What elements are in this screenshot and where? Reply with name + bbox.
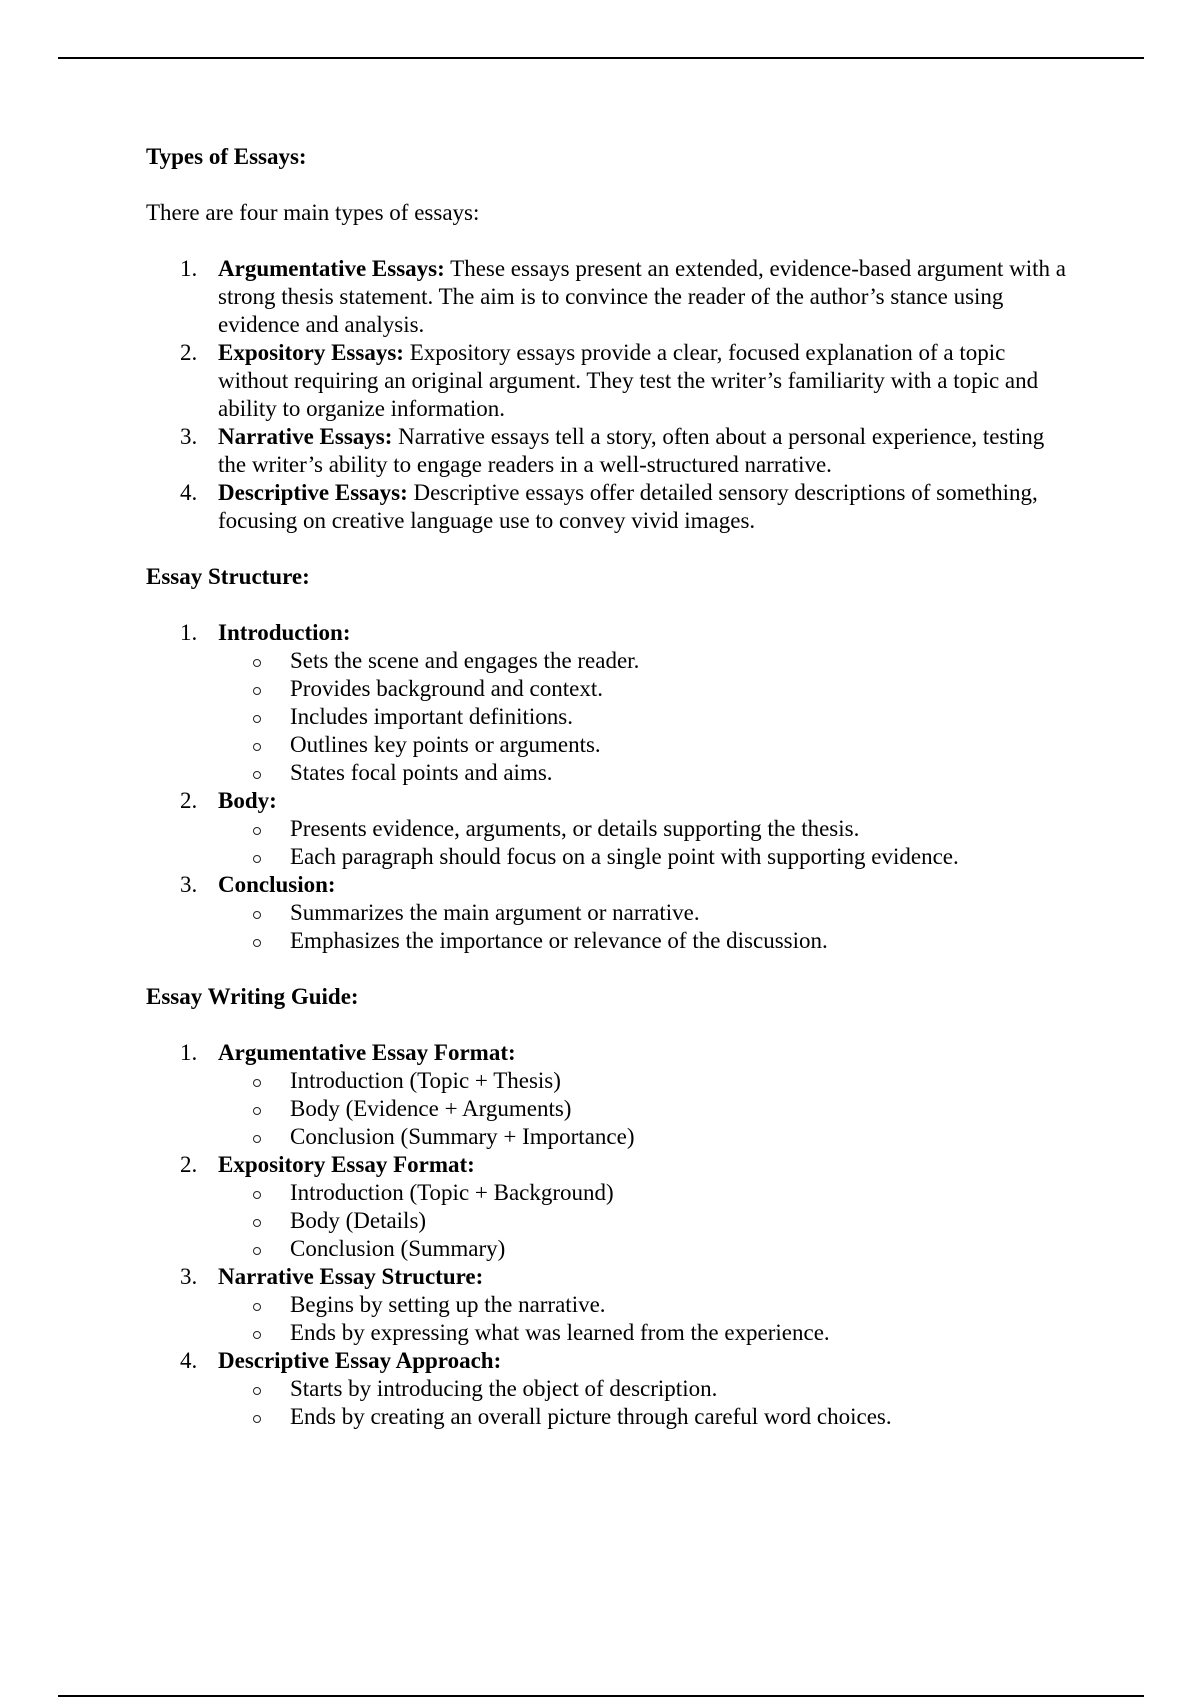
item-term: Argumentative Essay Format: bbox=[218, 1040, 516, 1065]
sub-list-item bbox=[218, 647, 1076, 675]
list-item bbox=[146, 1151, 1076, 1263]
circle-bullet-icon bbox=[253, 1387, 261, 1395]
sub-list-item bbox=[218, 815, 1076, 843]
item-term: Descriptive Essay Approach: bbox=[218, 1348, 502, 1373]
sub-item-text: Ends by creating an overall picture through careful word choices. bbox=[290, 1404, 892, 1429]
sub-item-text: Sets the scene and engages the reader. bbox=[290, 648, 640, 673]
circle-bullet-icon bbox=[253, 743, 261, 751]
circle-bullet-icon bbox=[253, 911, 261, 919]
sub-item-text: Ends by expressing what was learned from the experience. bbox=[290, 1320, 830, 1345]
sub-item-text: Starts by introducing the object of description. bbox=[290, 1376, 718, 1401]
item-text: Descriptive essays offer detailed sensory descriptions of something, focusing on creative language use to convey vivid images. bbox=[218, 480, 1038, 533]
sub-list-item bbox=[218, 759, 1076, 787]
structure-heading: Essay Structure: bbox=[146, 564, 310, 589]
list-item bbox=[146, 1263, 1076, 1347]
list-item bbox=[146, 339, 1076, 423]
item-number: 2. bbox=[180, 340, 198, 365]
sub-list bbox=[218, 647, 1076, 787]
sub-list bbox=[218, 1375, 1076, 1431]
sub-item-text: Each paragraph should focus on a single point with supporting evidence. bbox=[290, 844, 959, 869]
document-body bbox=[146, 143, 1076, 1459]
sub-list-item bbox=[218, 731, 1076, 759]
circle-bullet-icon bbox=[253, 715, 261, 723]
sub-list-item bbox=[218, 1123, 1076, 1151]
sub-item-text: Includes important definitions. bbox=[290, 704, 573, 729]
sub-list-item bbox=[218, 1067, 1076, 1095]
sub-item-text: Outlines key points or arguments. bbox=[290, 732, 601, 757]
circle-bullet-icon bbox=[253, 1331, 261, 1339]
sub-list bbox=[218, 899, 1076, 955]
circle-bullet-icon bbox=[253, 659, 261, 667]
list-item bbox=[146, 871, 1076, 955]
bottom-rule bbox=[58, 1695, 1144, 1697]
list-item bbox=[146, 1039, 1076, 1151]
sub-list bbox=[218, 1291, 1076, 1347]
sub-list-item bbox=[218, 1179, 1076, 1207]
item-term: Narrative Essays: bbox=[218, 424, 393, 449]
item-term: Introduction: bbox=[218, 620, 351, 645]
circle-bullet-icon bbox=[253, 1135, 261, 1143]
item-number: 1. bbox=[180, 256, 198, 281]
sub-item-text: Body (Evidence + Arguments) bbox=[290, 1096, 572, 1121]
types-list bbox=[146, 255, 1076, 535]
item-term: Narrative Essay Structure: bbox=[218, 1264, 484, 1289]
types-intro: There are four main types of essays: bbox=[146, 200, 480, 225]
sub-list bbox=[218, 1179, 1076, 1263]
circle-bullet-icon bbox=[253, 1219, 261, 1227]
sub-list bbox=[218, 815, 1076, 871]
sub-list-item bbox=[218, 1291, 1076, 1319]
circle-bullet-icon bbox=[253, 1107, 261, 1115]
item-text: These essays present an extended, evidence-based argument with a strong thesis statement. The aim is to convince the reader of the author’s stance using evidence and analysis. bbox=[218, 256, 1067, 337]
sub-item-text: Presents evidence, arguments, or details supporting the thesis. bbox=[290, 816, 860, 841]
circle-bullet-icon bbox=[253, 827, 261, 835]
sub-list-item bbox=[218, 927, 1076, 955]
guide-heading: Essay Writing Guide: bbox=[146, 984, 359, 1009]
sub-item-text: Body (Details) bbox=[290, 1208, 427, 1233]
item-term: Expository Essay Format: bbox=[218, 1152, 475, 1177]
item-number: 2. bbox=[180, 788, 198, 813]
types-heading: Types of Essays: bbox=[146, 144, 307, 169]
circle-bullet-icon bbox=[253, 1191, 261, 1199]
sub-list-item bbox=[218, 703, 1076, 731]
list-item bbox=[146, 1347, 1076, 1431]
circle-bullet-icon bbox=[253, 855, 261, 863]
sub-item-text: Conclusion (Summary + Importance) bbox=[290, 1124, 635, 1149]
list-item bbox=[146, 619, 1076, 787]
item-term: Descriptive Essays: bbox=[218, 480, 408, 505]
item-term: Argumentative Essays: bbox=[218, 256, 445, 281]
item-number: 4. bbox=[180, 1348, 198, 1373]
circle-bullet-icon bbox=[253, 939, 261, 947]
structure-list bbox=[146, 619, 1076, 955]
guide-list bbox=[146, 1039, 1076, 1431]
item-number: 2. bbox=[180, 1152, 198, 1177]
sub-list-item bbox=[218, 675, 1076, 703]
sub-item-text: Introduction (Topic + Thesis) bbox=[290, 1068, 561, 1093]
circle-bullet-icon bbox=[253, 1415, 261, 1423]
item-number: 4. bbox=[180, 480, 198, 505]
item-number: 1. bbox=[180, 620, 198, 645]
sub-item-text: Summarizes the main argument or narrative. bbox=[290, 900, 700, 925]
sub-list-item bbox=[218, 1403, 1076, 1431]
sub-list bbox=[218, 1067, 1076, 1151]
list-item bbox=[146, 423, 1076, 479]
item-number: 1. bbox=[180, 1040, 198, 1065]
sub-list-item bbox=[218, 1235, 1076, 1263]
item-term: Conclusion: bbox=[218, 872, 336, 897]
item-text: Narrative essays tell a story, often about a personal experience, testing the writer’s ability to engage readers in a well-structured narrative. bbox=[218, 424, 1045, 477]
sub-item-text: Introduction (Topic + Background) bbox=[290, 1180, 614, 1205]
circle-bullet-icon bbox=[253, 1247, 261, 1255]
circle-bullet-icon bbox=[253, 1303, 261, 1311]
item-number: 3. bbox=[180, 424, 198, 449]
item-text: Expository essays provide a clear, focused explanation of a topic without requiring an original argument. They test the writer’s familiarity with a topic and ability to organize information. bbox=[218, 340, 1039, 421]
list-item bbox=[146, 479, 1076, 535]
sub-item-text: Begins by setting up the narrative. bbox=[290, 1292, 606, 1317]
item-number: 3. bbox=[180, 872, 198, 897]
top-rule bbox=[58, 57, 1144, 59]
circle-bullet-icon bbox=[253, 687, 261, 695]
item-number: 3. bbox=[180, 1264, 198, 1289]
sub-item-text: Emphasizes the importance or relevance of the discussion. bbox=[290, 928, 828, 953]
sub-list-item bbox=[218, 1095, 1076, 1123]
item-term: Expository Essays: bbox=[218, 340, 404, 365]
sub-list-item bbox=[218, 1319, 1076, 1347]
list-item bbox=[146, 255, 1076, 339]
list-item bbox=[146, 787, 1076, 871]
circle-bullet-icon bbox=[253, 1079, 261, 1087]
item-term: Body: bbox=[218, 788, 277, 813]
sub-item-text: Provides background and context. bbox=[290, 676, 603, 701]
sub-list-item bbox=[218, 1375, 1076, 1403]
circle-bullet-icon bbox=[253, 771, 261, 779]
sub-list-item bbox=[218, 843, 1076, 871]
sub-item-text: Conclusion (Summary) bbox=[290, 1236, 506, 1261]
sub-item-text: States focal points and aims. bbox=[290, 760, 553, 785]
sub-list-item bbox=[218, 1207, 1076, 1235]
sub-list-item bbox=[218, 899, 1076, 927]
